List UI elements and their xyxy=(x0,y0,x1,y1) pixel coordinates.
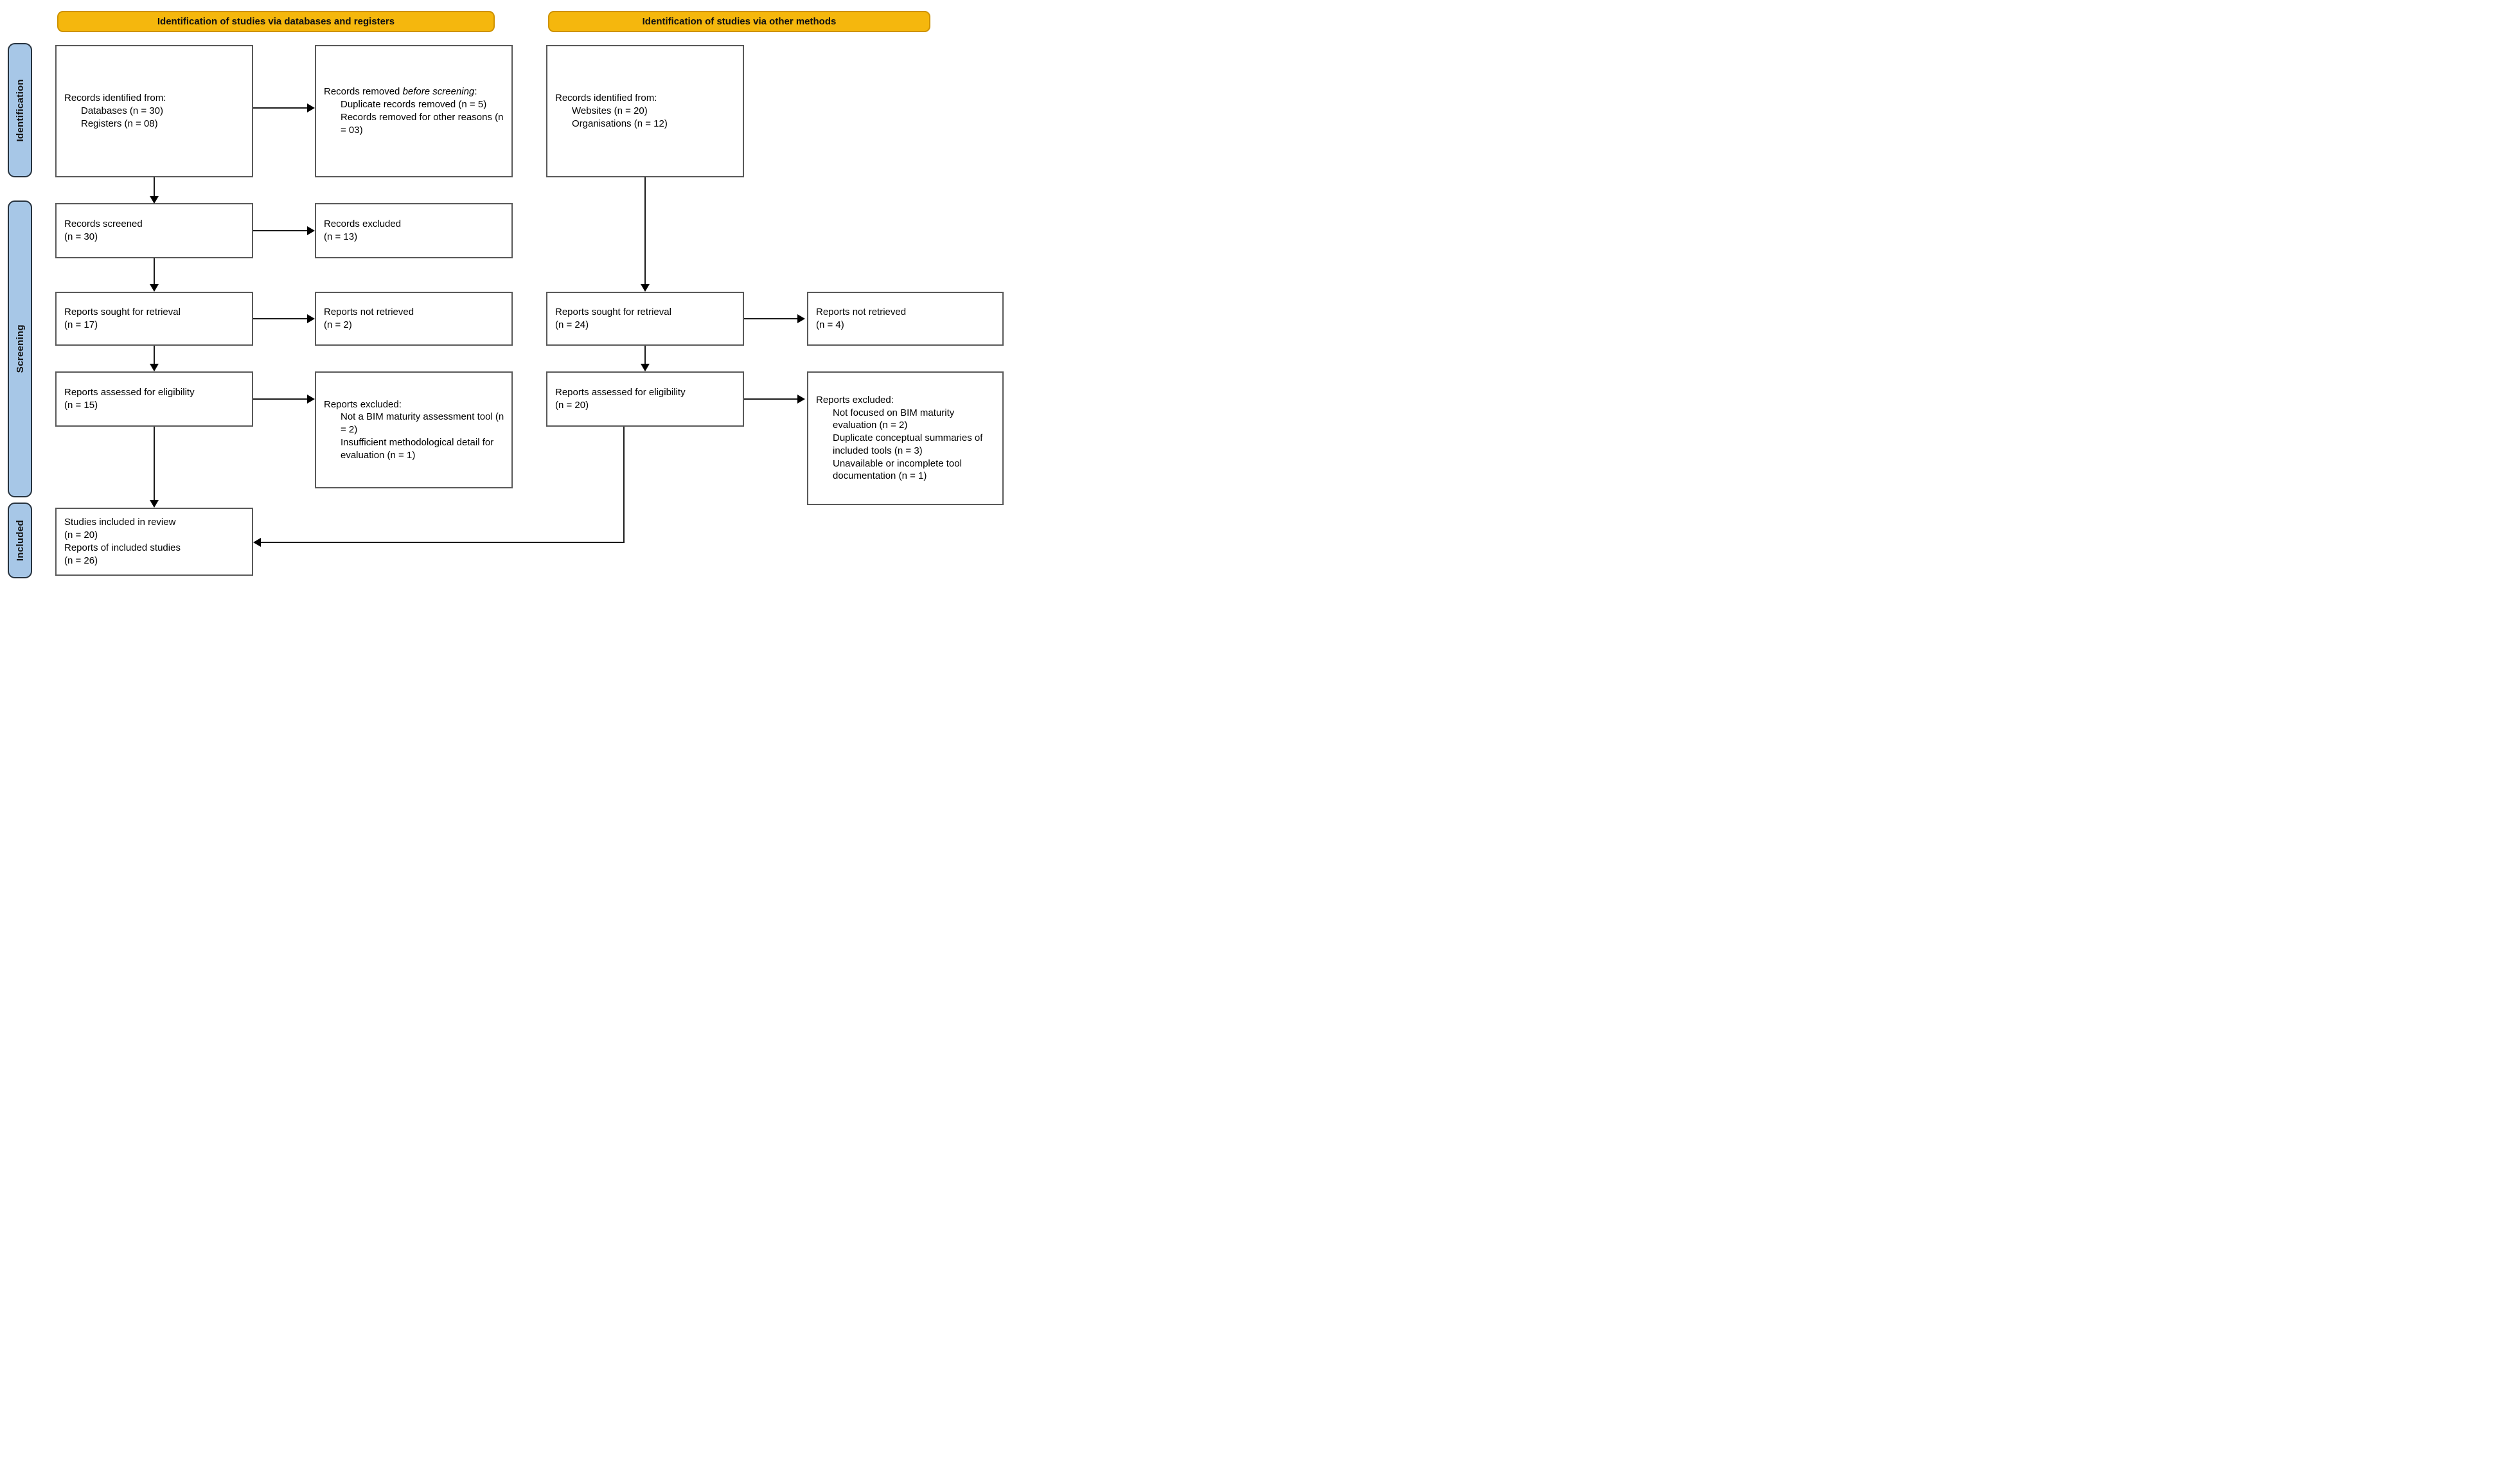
box-reports-sought-other xyxy=(546,292,744,346)
arrow-screened-to-excluded-head xyxy=(307,226,315,235)
box-title: Records identified from: xyxy=(64,93,166,104)
box-records-removed-before-screening xyxy=(315,45,513,177)
arrow-assessed-to-excluded-other-head xyxy=(797,395,805,404)
stage-included xyxy=(8,503,32,578)
box-title: Reports excluded: xyxy=(816,394,894,405)
box-title: Records removed before screening: xyxy=(324,86,477,98)
box-item: Organisations (n = 12) xyxy=(572,118,668,129)
box-line: (n = 24) xyxy=(555,319,589,330)
box-title: Records identified from: xyxy=(555,93,657,104)
arrow-sought-to-notretrieved-db-head xyxy=(307,314,315,323)
stage-identification-label: Identification xyxy=(14,78,26,142)
arrow-identified-to-screened-head xyxy=(150,196,159,204)
arrow-sought-to-assessed-db-line xyxy=(154,346,155,365)
arrow-identified-to-screened-line xyxy=(154,177,155,197)
italic-phrase: before screening xyxy=(402,86,475,98)
arrow-sought-to-notretrieved-other-line xyxy=(744,318,798,319)
arrow-sought-to-assessed-other-head xyxy=(641,364,650,371)
box-line: Reports of included studies xyxy=(64,542,181,553)
box-line: Records screened xyxy=(64,218,143,230)
box-line: Reports sought for retrieval xyxy=(555,307,671,318)
banner-right-label: Identification of studies via other methods xyxy=(642,16,837,27)
arrow-otheridentified-to-sought-line xyxy=(644,177,646,285)
box-item: Unavailable or incomplete tool documentation (n = 1) xyxy=(833,458,962,482)
arrow-identified-to-removed-line xyxy=(253,107,308,109)
box-item: Not focused on BIM maturity evaluation (n = 2) xyxy=(833,407,955,431)
arrow-screened-to-sought-line xyxy=(154,258,155,285)
box-line: Reports assessed for eligibility xyxy=(555,387,686,398)
arrow-screened-to-sought-head xyxy=(150,284,159,292)
box-item: Registers (n = 08) xyxy=(81,118,158,129)
arrow-sought-to-assessed-db-head xyxy=(150,364,159,371)
box-item: Records removed for other reasons (n = 03) xyxy=(341,112,504,136)
box-reports-excluded-other xyxy=(807,371,1004,505)
stage-included-label: Included xyxy=(14,519,26,562)
box-reports-sought-databases xyxy=(55,292,253,346)
box-title: Reports excluded: xyxy=(324,398,402,410)
box-line: Reports not retrieved xyxy=(324,307,414,318)
box-line: Studies included in review xyxy=(64,517,176,528)
arrow-sought-to-notretrieved-db-line xyxy=(253,318,308,319)
box-reports-excluded-databases xyxy=(315,371,513,488)
box-records-screened xyxy=(55,203,253,258)
box-line: Reports assessed for eligibility xyxy=(64,387,195,398)
stage-screening xyxy=(8,200,32,497)
box-reports-assessed-other xyxy=(546,371,744,427)
box-reports-assessed-databases xyxy=(55,371,253,427)
box-records-excluded xyxy=(315,203,513,258)
prisma-flow-diagram xyxy=(0,0,1008,587)
box-line: Reports not retrieved xyxy=(816,307,907,318)
box-item: Insufficient methodological detail for evaluation (n = 1) xyxy=(341,436,494,461)
arrow-screened-to-excluded-line xyxy=(253,230,308,231)
box-line: (n = 20) xyxy=(64,530,98,541)
banner-other-methods xyxy=(548,11,930,32)
box-studies-included xyxy=(55,508,253,576)
arrow-assessed-to-included-line xyxy=(154,427,155,501)
box-reports-not-retrieved-other xyxy=(807,292,1004,346)
box-item: Duplicate records removed (n = 5) xyxy=(341,99,487,111)
box-line: (n = 30) xyxy=(64,231,98,242)
arrow-assessedother-to-included-head xyxy=(253,538,261,547)
box-line: (n = 17) xyxy=(64,319,98,330)
arrow-assessedother-to-included-vline xyxy=(623,427,625,543)
arrow-assessed-to-excluded-db-line xyxy=(253,398,308,400)
box-line: (n = 2) xyxy=(324,319,352,330)
arrow-assessed-to-included-head xyxy=(150,500,159,508)
arrow-identified-to-removed-head xyxy=(307,103,315,112)
arrow-sought-to-notretrieved-other-head xyxy=(797,314,805,323)
banner-databases-registers xyxy=(57,11,495,32)
arrow-assessed-to-excluded-other-line xyxy=(744,398,798,400)
box-item: Websites (n = 20) xyxy=(572,105,648,117)
box-records-identified-other xyxy=(546,45,744,177)
stage-screening-label: Screening xyxy=(14,325,26,373)
box-item: Duplicate conceptual summaries of included tools (n = 3) xyxy=(833,432,983,456)
box-item: Not a BIM maturity assessment tool (n = 2) xyxy=(341,411,504,436)
box-reports-not-retrieved-databases xyxy=(315,292,513,346)
box-line: (n = 20) xyxy=(555,400,589,411)
arrow-otheridentified-to-sought-head xyxy=(641,284,650,292)
arrow-assessed-to-excluded-db-head xyxy=(307,395,315,404)
box-line: (n = 4) xyxy=(816,319,844,330)
stage-identification xyxy=(8,43,32,177)
box-line: (n = 26) xyxy=(64,555,98,566)
arrow-assessedother-to-included-hline xyxy=(261,542,625,543)
box-records-identified-databases xyxy=(55,45,253,177)
box-line: Records excluded xyxy=(324,218,402,230)
box-line: (n = 15) xyxy=(64,400,98,411)
arrow-sought-to-assessed-other-line xyxy=(644,346,646,365)
box-line: Reports sought for retrieval xyxy=(64,307,181,318)
banner-left-label: Identification of studies via databases and registers xyxy=(157,16,395,27)
box-line: (n = 13) xyxy=(324,231,358,242)
box-item: Databases (n = 30) xyxy=(81,105,163,117)
